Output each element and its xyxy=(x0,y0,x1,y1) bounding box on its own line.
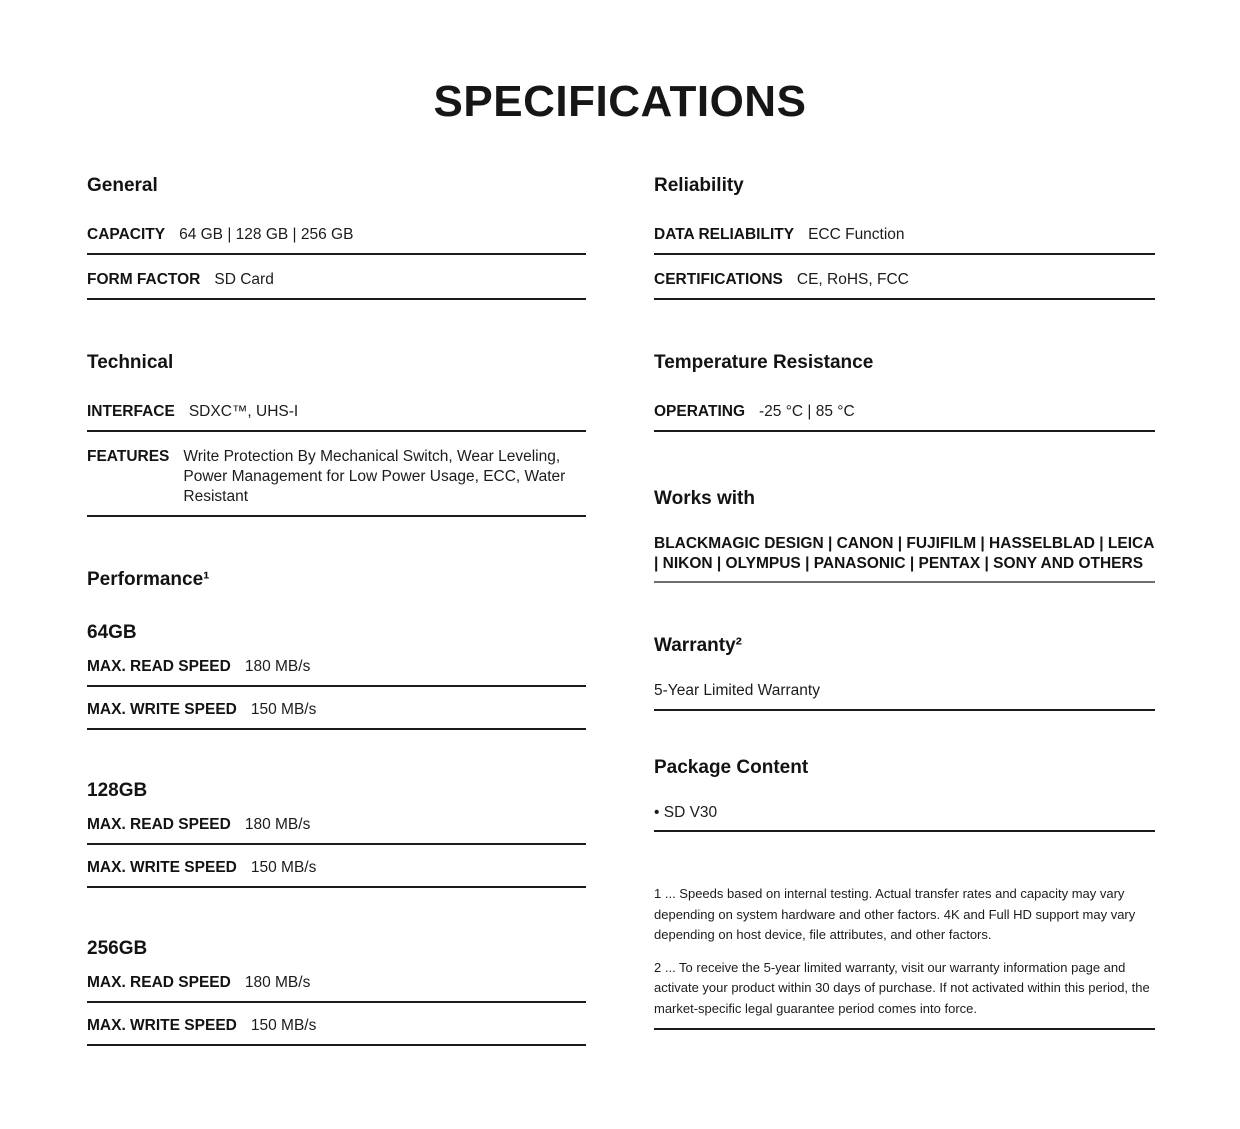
spec-row-operating xyxy=(654,387,1155,432)
spec-row-read-speed xyxy=(87,960,586,1003)
section-heading-package-content: Package Content xyxy=(654,756,809,778)
section-works-with xyxy=(654,488,1155,583)
spec-label: CERTIFICATIONS xyxy=(654,271,783,288)
section-heading-works-with: Works with xyxy=(654,488,755,509)
spec-row-data-reliability xyxy=(654,210,1155,255)
spec-label: DATA RELIABILITY xyxy=(654,226,795,243)
spec-value: 180 MB/s xyxy=(244,816,311,833)
performance-variant-64gb xyxy=(87,622,586,730)
spec-label: MAX. WRITE SPEED xyxy=(87,1017,237,1034)
section-heading-warranty: Warranty² xyxy=(654,635,742,656)
section-package-content xyxy=(654,757,1155,833)
spec-value: 64 GB | 128 GB | 256 GB xyxy=(179,226,354,243)
variant-heading: 256GB xyxy=(87,938,148,959)
spec-row-features xyxy=(87,432,586,517)
spec-label: CAPACITY xyxy=(87,226,166,243)
spec-value: 180 MB/s xyxy=(244,974,311,991)
performance-variant-128gb xyxy=(87,780,586,888)
spec-row-write-speed xyxy=(87,1003,586,1046)
spec-value: 150 MB/s xyxy=(250,1017,317,1034)
spec-value: ECC Function xyxy=(808,226,905,243)
spec-row-read-speed xyxy=(87,644,586,687)
section-heading-temperature: Temperature Resistance xyxy=(654,352,874,373)
spec-label: MAX. READ SPEED xyxy=(87,816,231,833)
spec-label: MAX. WRITE SPEED xyxy=(87,859,237,876)
spec-row-capacity xyxy=(87,210,586,255)
page-title: SPECIFICATIONS xyxy=(433,77,807,126)
left-column xyxy=(87,175,586,1046)
section-heading-general: General xyxy=(87,175,158,196)
spec-value: 180 MB/s xyxy=(244,658,311,675)
section-temperature-resistance xyxy=(654,352,1155,432)
footnote-1: 1 ... Speeds based on internal testing. Actual transfer rates and capacity may vary depending on system hardware and other factors. 4K and Full HD support may vary depending on host device, file attributes, and other factors. xyxy=(654,886,1136,942)
spec-value: 150 MB/s xyxy=(250,701,317,718)
warranty-text: 5-Year Limited Warranty xyxy=(654,681,1155,711)
section-performance xyxy=(87,569,586,1046)
spec-value: CE, RoHS, FCC xyxy=(796,271,909,288)
spec-label: MAX. READ SPEED xyxy=(87,658,231,675)
footnotes xyxy=(654,884,1155,1030)
section-heading-performance: Performance¹ xyxy=(87,569,210,590)
footnote-2: 2 ... To receive the 5-year limited warranty, visit our warranty information page and activate your product within 30 days of purchase. If not activated within this period, the market-specific legal guarantee period comes into force. xyxy=(654,959,1150,1016)
spec-row-write-speed xyxy=(87,845,586,888)
spec-label: OPERATING xyxy=(654,403,745,420)
spec-row-write-speed xyxy=(87,687,586,730)
right-column xyxy=(654,175,1155,1046)
section-general xyxy=(87,175,586,300)
variant-heading: 64GB xyxy=(87,622,137,643)
spec-row-form-factor xyxy=(87,255,586,300)
spec-label: FEATURES xyxy=(87,448,170,465)
spec-value: -25 °C | 85 °C xyxy=(759,403,855,420)
compatible-brands-list: BLACKMAGIC DESIGN | CANON | FUJIFILM | HASSELBLAD | LEICA | NIKON | OLYMPUS | PANASONIC | PENTAX | SONY AND OTHERS xyxy=(654,534,1155,583)
spec-value: SDXC™, UHS-I xyxy=(188,403,299,420)
spec-row-certifications xyxy=(654,255,1155,300)
spec-row-interface xyxy=(87,387,586,432)
section-heading-reliability: Reliability xyxy=(654,175,744,196)
spec-row-read-speed xyxy=(87,802,586,845)
spec-value: SD Card xyxy=(214,271,274,288)
section-technical xyxy=(87,352,586,517)
spec-value: Write Protection By Mechanical Switch, Wear Leveling, Power Management for Low Power Usage, ECC, Water Resistant xyxy=(183,448,566,505)
spec-label: MAX. WRITE SPEED xyxy=(87,701,237,718)
performance-variant-256gb xyxy=(87,938,586,1046)
package-content-text: • SD V30 xyxy=(654,803,1155,833)
spec-value: 150 MB/s xyxy=(250,859,317,876)
spec-label: INTERFACE xyxy=(87,403,175,420)
variant-heading: 128GB xyxy=(87,780,148,801)
section-heading-technical: Technical xyxy=(87,352,174,373)
section-reliability xyxy=(654,175,1155,300)
spec-label: MAX. READ SPEED xyxy=(87,974,231,991)
spec-columns xyxy=(0,175,1240,1046)
spec-label: FORM FACTOR xyxy=(87,271,201,288)
section-warranty xyxy=(654,635,1155,711)
section-footnotes xyxy=(654,884,1155,1030)
specifications-page xyxy=(0,78,1240,1046)
